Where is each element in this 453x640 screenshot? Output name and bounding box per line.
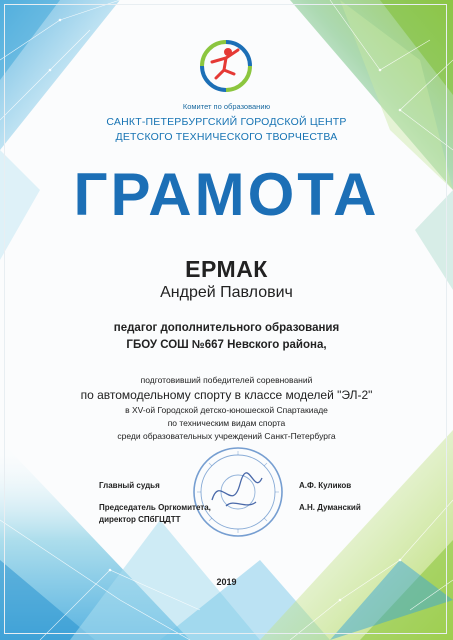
recipient-given-names: Андрей Павлович	[160, 284, 293, 301]
official-stamp-icon	[190, 444, 286, 540]
signer-role-chair-line1: Председатель Оргкомитета,	[99, 503, 211, 512]
award-text-line1: подготовивший победителей соревнований	[140, 375, 313, 385]
center-name-line2: ДЕТСКОГО ТЕХНИЧЕСКОГО ТВОРЧЕСТВА	[115, 131, 338, 143]
award-text-line2: по автомодельному спорту в классе моделей "ЭЛ-2"	[80, 388, 373, 402]
signer-role-chair-line2: директор СПбГЦДТТ	[99, 515, 181, 524]
award-text-line5: среди образовательных учреждений Санкт-Петербурга	[117, 431, 336, 441]
signer-role-judge: Главный судья	[99, 481, 160, 490]
issue-year: 2019	[216, 577, 237, 587]
signer-name-chair: А.Н. Думанский	[299, 503, 361, 512]
signer-name-judge: А.Ф. Куликов	[299, 481, 352, 490]
recipient-position-line1: педагог дополнительного образования	[113, 322, 340, 334]
center-name-line1: САНКТ-ПЕТЕРБУРГСКИЙ ГОРОДСКОЙ ЦЕНТР	[106, 116, 347, 128]
committee-label: Комитет по образованию	[182, 102, 271, 111]
award-text-line3: в XV-ой Городской детско-юношеской Спартакиаде	[125, 405, 328, 415]
document-title: ГРАМОТА	[73, 161, 380, 228]
recipient-position-line2: ГБОУ СОШ №667 Невского района,	[126, 339, 327, 351]
recipient-surname: ЕРМАК	[185, 256, 268, 282]
center-logo-icon	[198, 38, 254, 94]
award-text-line4: по техническим видам спорта	[167, 418, 286, 428]
